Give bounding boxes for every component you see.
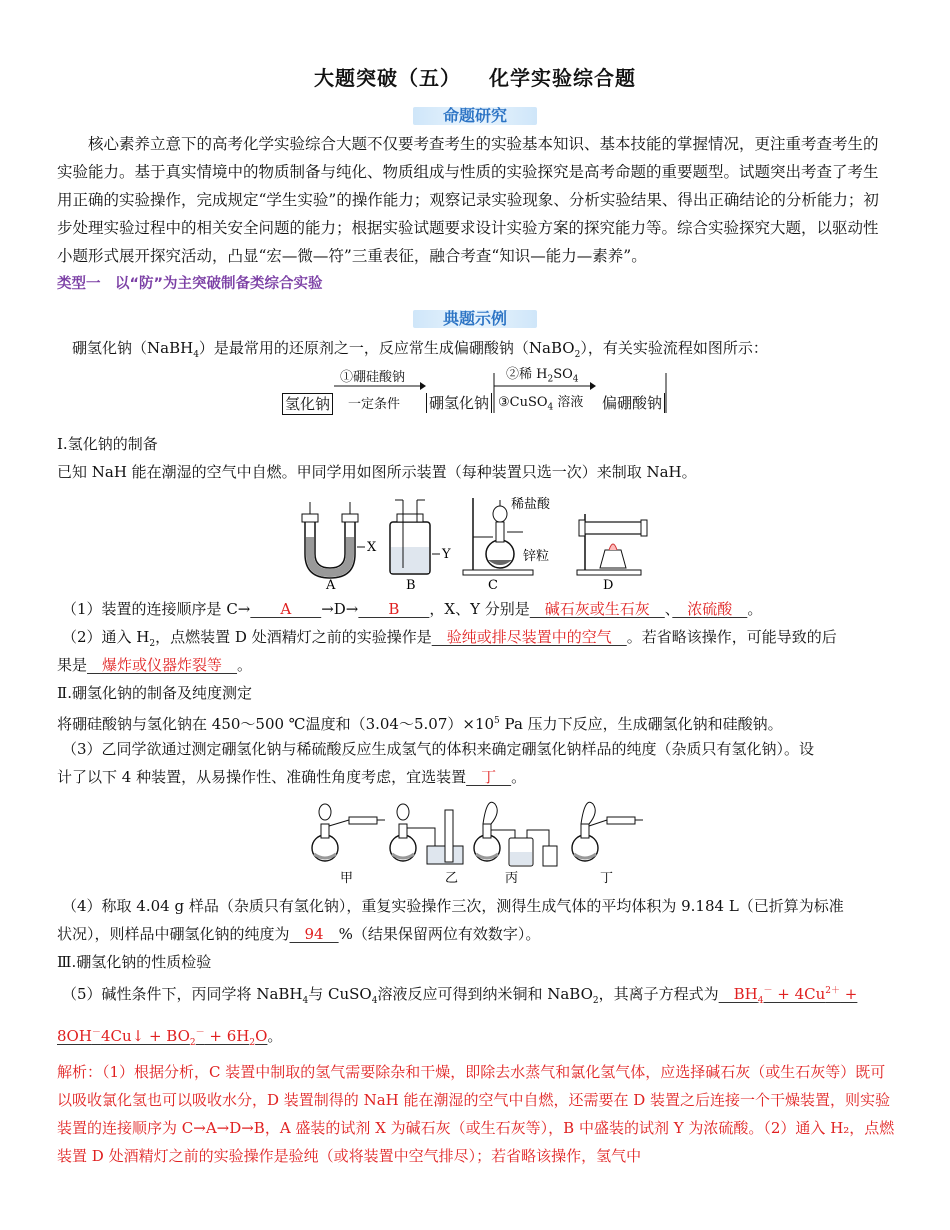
question-5-line2: 8OH－4Cu↓ + $BO_2^- + 6H_2O$。 xyxy=(57,1027,283,1048)
flow-box-nabo2: 偏硼酸钠 xyxy=(600,393,665,413)
label-acid: 稀盐酸 xyxy=(511,497,551,512)
question-4-line1: （4）称取 4.04 g 样品（杂质只有氢化钠），重复实验操作三次，测得生成气体的平均体积为 9.184 L（已折算为标准 xyxy=(62,897,844,915)
section-banner-research xyxy=(405,103,545,129)
question-intro: 硼氢化钠（NaBH$_4$）是最常用的还原剂之一，反应常生成偏硼酸钠（NaBO$_2$），有关实验流程如图所示： xyxy=(72,339,768,360)
question-5-line1: （5）碱性条件下，丙同学将 NaBH$_4$与 CuSO$_4$溶液反应可得到纳米铜和 NaBO$_2$，其离子方程式为 $BH_4^- + 4Cu^{2+}$ + xyxy=(62,985,858,1006)
label-bing: 丙 xyxy=(505,871,519,886)
question-3-line1: （3）乙同学欲通过测定硼氢化钠与稀硫酸反应生成氢气的体积来确定硼氢化钠样品的纯度（杂质只有氢化钠）。设 xyxy=(62,740,815,758)
question-1: （1）装置的连接顺序是 C→ A →D→ B ，X、Y 分别是 碱石灰或生石灰 、 浓硫酸 。 xyxy=(62,600,763,618)
title-left: 大题突破（五） xyxy=(314,66,461,90)
label-ding: 丁 xyxy=(600,871,614,886)
flow-box-nah: 氢化钠 xyxy=(282,393,333,415)
question-2-line2: 果是 爆炸或仪器炸裂等 。 xyxy=(57,656,253,674)
label-c: C xyxy=(488,578,498,592)
section-heading-3: Ⅲ.硼氢化钠的性质检验 xyxy=(57,953,212,971)
flow-arrow2-top: ②稀 $H_2SO_4$ xyxy=(506,367,579,385)
page-title xyxy=(0,62,950,91)
title-right: 化学实验综合题 xyxy=(489,66,636,90)
section-heading-2: Ⅱ.硼氢化钠的制备及纯度测定 xyxy=(57,684,252,702)
label-a: A xyxy=(326,578,336,592)
flow-bracket xyxy=(490,363,670,415)
flow-box-nabh4: 硼氢化钠 xyxy=(426,393,492,413)
intro-paragraph: 核心素养立意下的高考化学实验综合大题不仅要考查考生的实验基本知识、基本技能的掌握情况，更注重考查考生的实验能力。基于真实情境中的物质制备与纯化、物质组成与性质的实验探究是高考命题的重要题型。试题突出考查了考生用正确的实验操作，完成规定“学生实验”的操作能力；观察记录实验现象、分析实验结果、得出正确结论的分析能力；初步处理实验过程中的相关安全问题的能力；根据实验试题要求设计实验方案的探究能力等。综合实验探究大题，以驱动性小题形式展开探究活动，凸显“宏—微—符”三重表征，融合考查“知识—能力—素养”。 xyxy=(57,135,879,265)
flow-arrow1-bottom: 一定条件 xyxy=(348,397,401,412)
question-3-line2: 计了以下 4 种装置，从易操作性、准确性角度考虑，宜选装置 丁 。 xyxy=(57,768,527,786)
label-zinc: 锌粒 xyxy=(523,549,550,564)
apparatus-jia xyxy=(312,804,385,886)
wash-bottle-apparatus-b xyxy=(390,500,440,574)
apparatus-figure-2 xyxy=(305,790,645,888)
heating-tube-apparatus-d xyxy=(577,514,647,575)
banner-label: 典题示例 xyxy=(442,309,507,328)
label-y: Y xyxy=(442,547,451,562)
section-1-text: 已知 NaH 能在潮湿的空气中自燃。甲同学用如图所示装置（每种装置只选一次）来制取 NaH。 xyxy=(57,463,697,481)
label-jia: 甲 xyxy=(340,871,354,886)
label-yi: 乙 xyxy=(445,871,459,886)
u-tube-apparatus-a xyxy=(302,502,365,578)
flow-arrow1 xyxy=(334,381,426,391)
label-x: X xyxy=(367,540,377,555)
banner-label: 命题研究 xyxy=(442,106,507,125)
apparatus-bing xyxy=(474,802,557,886)
label-b: B xyxy=(406,578,416,592)
flow-arrow2-bottom: ③CuSO$_4$ 溶液 xyxy=(498,395,584,413)
type-heading: 类型一 以“防”为主突破制备类综合实验 xyxy=(57,276,323,292)
analysis-paragraph: 解析：（1）根据分析，C 装置中制取的氢气需要除杂和干燥，即除去水蒸气和氯化氢气体，应选择碱石灰（或生石灰等）既可以吸收氯化氢也可以吸收水分，D 装置制得的 NaH 能在潮湿的空气中自燃，还需要在 D 装置之后连接一个干燥装置，则实验装置的连接顺序为 C→A→D→B，A 盛装的试剂 X 为碱石灰（或生石灰等），B 中盛装的试剂 Y 为浓硫酸。（2）通入 H₂，点燃装置 D 处酒精灯之前的实验操作是验纯（或将装置中空气排尽）；若省略该操作，氢气中 xyxy=(57,1063,895,1165)
apparatus-ding xyxy=(572,802,643,886)
question-4-line2: 状况），则样品中硼氢化钠的纯度为 94 %（结果保留两位有效数字）。 xyxy=(57,925,541,943)
apparatus-yi xyxy=(390,804,463,886)
section-heading-1: I.氢化钠的制备 xyxy=(57,435,158,453)
apparatus-figure-1 xyxy=(295,492,655,592)
section-banner-example xyxy=(405,306,545,332)
label-d: D xyxy=(603,578,614,592)
flow-chart xyxy=(282,363,672,415)
flow-arrow1-top: ①硼硅酸钠 xyxy=(340,370,406,385)
section-2-text: 将硼硅酸钠与氢化钠在 450～500 ℃温度和$(3.04\sim 5.07)\times 10^5$ Pa 压力下反应，生成硼氢化钠和硅酸钠。 xyxy=(57,715,783,733)
question-2-line1: （2）通入 $H_2$，点燃装置 D 处酒精灯之前的实验操作是 验纯或排尽装置中的空气 。若省略该操作，可能导致的后 xyxy=(62,628,837,649)
